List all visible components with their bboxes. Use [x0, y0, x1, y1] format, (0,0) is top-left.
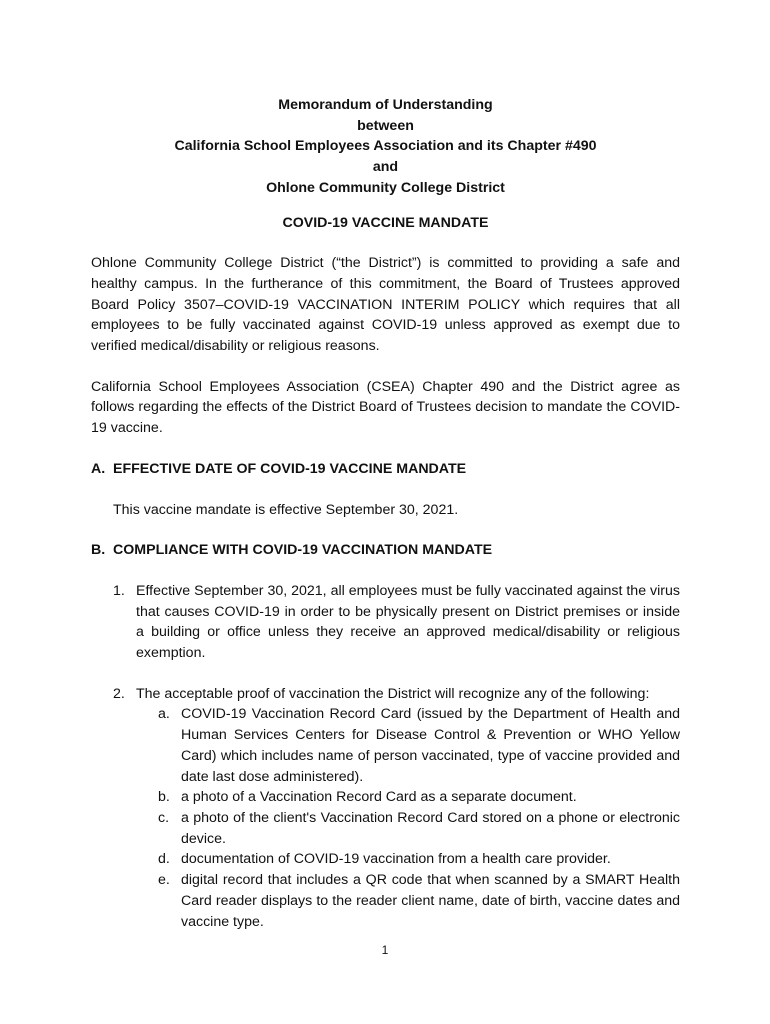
page-number: 1	[381, 943, 389, 957]
sub-list-item-text: documentation of COVID-19 vaccination from a health care provider.	[181, 851, 611, 868]
sub-list-letter: c.	[158, 809, 170, 826]
sub-list-item-text: COVID-19 Vaccination Record Card (issued by the Department of Health and Human Services Centers for Disease Control & Prevention or WHO Yellow Card) which includes name of person vaccinated, type of vaccine provided and date last dose administered).	[181, 706, 680, 785]
memo-title-block	[91, 95, 680, 199]
list-item	[91, 684, 680, 932]
section-b-letter: B.	[91, 542, 106, 559]
sub-list-item-text: a photo of a Vaccination Record Card as a separate document.	[181, 789, 577, 806]
sub-list-item	[136, 849, 680, 870]
sub-list-letter: b.	[158, 789, 170, 806]
memo-title-and: and	[372, 159, 399, 176]
list-item	[91, 581, 680, 664]
sub-list-item	[136, 808, 680, 849]
memo-party-district: Ohlone Community College District	[266, 179, 505, 196]
sub-list-letter: e.	[158, 872, 170, 889]
proof-of-vaccination-list	[136, 704, 680, 932]
section-b-title: COMPLIANCE WITH COVID-19 VACCINATION MANDATE	[113, 542, 493, 559]
memo-party-csea: California School Employees Association and its Chapter #490	[174, 138, 597, 155]
document-body	[91, 95, 680, 932]
sub-list-letter: d.	[158, 851, 170, 868]
agreement-paragraph: California School Employees Association (CSEA) Chapter 490 and the District agree as follows regarding the effects of the District Board of Trustees decision to mandate the COVID-19 vaccine.	[91, 378, 680, 437]
sub-list-item	[136, 870, 680, 932]
memo-title: Memorandum of Understanding	[278, 97, 493, 113]
section-a-heading	[91, 459, 680, 480]
list-item-text: Effective September 30, 2021, all employees must be fully vaccinated against the virus that causes COVID-19 in order to be physically present on District premises or inside a building or office unless they receive an approved medical/disability or religious exemption.	[136, 582, 680, 662]
sub-list-item-text: digital record that includes a QR code that when scanned by a SMART Health Card reader displays to the reader client name, date of birth, vaccine dates and vaccine type.	[181, 872, 680, 930]
section-a-letter: A.	[91, 460, 106, 477]
compliance-list	[91, 581, 680, 932]
section-b-heading	[91, 540, 680, 561]
memo-title-between: between	[357, 117, 414, 134]
memo-subject: COVID-19 VACCINE MANDATE	[282, 214, 489, 231]
sub-list-item	[136, 704, 680, 787]
list-number: 1.	[113, 582, 125, 599]
section-a-title: EFFECTIVE DATE OF COVID-19 VACCINE MANDATE	[113, 460, 467, 477]
intro-paragraph: Ohlone Community College District (“the District”) is committed to providing a safe and healthy campus. In the furtherance of this commitment, the Board of Trustees approved Board Policy 3507–COVID-19 VACCINATION INTERIM POLICY which requires that all employees to be fully vaccinated against COVID-19 unless approved as exempt due to verified medical/disability or religious reasons.	[91, 255, 680, 355]
sub-list-item	[136, 787, 680, 808]
sub-list-item-text: a photo of the client's Vaccination Record Card stored on a phone or electronic device.	[181, 809, 680, 847]
list-number: 2.	[113, 685, 125, 702]
sub-list-letter: a.	[158, 706, 170, 723]
section-a-text: This vaccine mandate is effective September 30, 2021.	[113, 501, 459, 518]
list-item-text: The acceptable proof of vaccination the District will recognize any of the following:	[136, 685, 650, 702]
